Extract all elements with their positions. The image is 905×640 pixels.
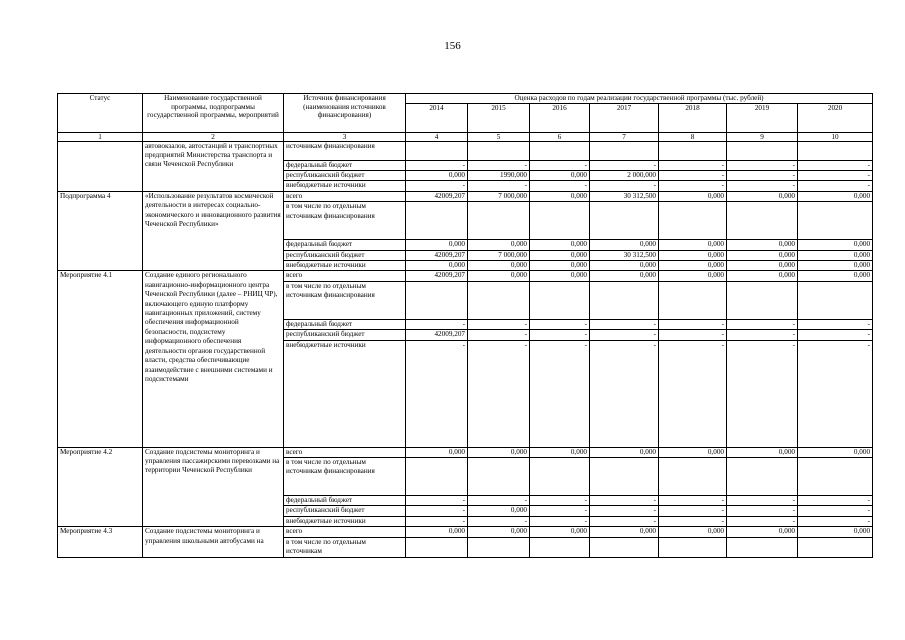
value-cell	[468, 281, 530, 319]
value-cell: 0,000	[530, 271, 590, 281]
value-cell: -	[590, 181, 659, 191]
value-cell: 0,000	[727, 527, 798, 537]
value-cell: 0,000	[468, 447, 530, 457]
status-cell: Мероприятие 4.1	[58, 271, 143, 447]
value-cell: -	[659, 171, 727, 181]
value-cell: -	[590, 496, 659, 506]
value-cell	[468, 141, 530, 160]
header-year: 2020	[798, 103, 873, 132]
value-cell: 0,000	[468, 527, 530, 537]
value-cell: -	[590, 330, 659, 340]
value-cell: -	[530, 319, 590, 329]
page-number: 156	[444, 40, 461, 52]
value-cell: 0,000	[659, 250, 727, 260]
value-cell: -	[406, 496, 468, 506]
value-cell: -	[659, 506, 727, 516]
activity-name-cell: Создание подсистемы мониторинга и управления пассажирскими перевозками на территории Чеченской Республики	[143, 447, 284, 527]
value-cell: 0,000	[727, 261, 798, 271]
value-cell: 0,000	[530, 527, 590, 537]
value-cell: -	[659, 330, 727, 340]
value-cell: -	[659, 319, 727, 329]
table-row	[58, 447, 873, 457]
value-cell	[727, 537, 798, 557]
value-cell: 42009,207	[406, 330, 468, 340]
header-year: 2015	[468, 103, 530, 132]
value-cell	[406, 202, 468, 240]
value-cell	[590, 141, 659, 160]
header-year: 2014	[406, 103, 468, 132]
funding-source-cell: в том числе по отдельным источникам финансирования	[284, 458, 406, 496]
value-cell: -	[798, 506, 873, 516]
value-cell: 0,000	[727, 447, 798, 457]
value-cell: -	[727, 319, 798, 329]
funding-source-cell: всего	[284, 271, 406, 281]
value-cell: 0,000	[798, 271, 873, 281]
value-cell: -	[798, 171, 873, 181]
header-source: Источник финансирования (наименования источников финансирования)	[284, 94, 406, 133]
value-cell: -	[530, 340, 590, 447]
value-cell: 0,000	[590, 240, 659, 250]
value-cell: -	[798, 319, 873, 329]
value-cell: 0,000	[798, 447, 873, 457]
value-cell	[530, 141, 590, 160]
value-cell: -	[659, 516, 727, 526]
funding-source-cell: федеральный бюджет	[284, 160, 406, 170]
table-body	[58, 141, 873, 557]
value-cell: 0,000	[659, 191, 727, 201]
value-cell: 0,000	[798, 240, 873, 250]
funding-source-cell: федеральный бюджет	[284, 240, 406, 250]
column-number: 1	[58, 132, 143, 141]
value-cell	[727, 458, 798, 496]
value-cell	[727, 141, 798, 160]
value-cell: -	[659, 496, 727, 506]
value-cell: -	[590, 340, 659, 447]
status-cell: Мероприятие 4.3	[58, 527, 143, 557]
value-cell: -	[659, 340, 727, 447]
status-cell: Мероприятие 4.2	[58, 447, 143, 527]
value-cell: 0,000	[590, 261, 659, 271]
column-number: 3	[284, 132, 406, 141]
value-cell: -	[590, 506, 659, 516]
value-cell: -	[727, 181, 798, 191]
value-cell	[590, 281, 659, 319]
value-cell: 0,000	[468, 506, 530, 516]
value-cell	[798, 202, 873, 240]
value-cell: 0,000	[798, 527, 873, 537]
value-cell: 0,000	[798, 191, 873, 201]
header-year: 2018	[659, 103, 727, 132]
value-cell: -	[468, 496, 530, 506]
value-cell: -	[727, 496, 798, 506]
value-cell: 0,000	[659, 447, 727, 457]
value-cell: 42009,207	[406, 271, 468, 281]
value-cell: 1990,000	[468, 171, 530, 181]
value-cell: -	[468, 160, 530, 170]
funding-source-cell: в том числе по отдельным источникам финансирования	[284, 281, 406, 319]
value-cell: -	[468, 330, 530, 340]
value-cell: 0,000	[406, 527, 468, 537]
value-cell	[406, 458, 468, 496]
budget-table	[57, 93, 873, 558]
value-cell: -	[590, 516, 659, 526]
table-row	[58, 191, 873, 201]
value-cell: -	[798, 181, 873, 191]
column-number: 8	[659, 132, 727, 141]
value-cell	[727, 281, 798, 319]
column-number: 10	[798, 132, 873, 141]
value-cell: -	[798, 330, 873, 340]
activity-name-cell: Создание единого регионального навигационно-информационного центра Чеченской Республики (далее – РНИЦ ЧР), включающего единую платформу навигационных приложений, систему обеспечения информационной безопасности, подсистему информационного обеспечения деятельности органов государственной власти, средства обеспечивающие взаимодействие с внешними системами и подсистемами	[143, 271, 284, 447]
value-cell	[798, 458, 873, 496]
funding-source-cell: в том числе по отдельным источникам финансирования	[284, 202, 406, 240]
value-cell	[530, 281, 590, 319]
value-cell: -	[659, 160, 727, 170]
funding-source-cell: всего	[284, 447, 406, 457]
funding-source-cell: республиканский бюджет	[284, 250, 406, 260]
value-cell	[659, 458, 727, 496]
status-cell	[58, 141, 143, 191]
value-cell: -	[530, 181, 590, 191]
value-cell: 0,000	[727, 240, 798, 250]
status-cell: Подпрограмма 4	[58, 191, 143, 271]
header-year: 2019	[727, 103, 798, 132]
value-cell: 0,000	[659, 261, 727, 271]
value-cell	[659, 537, 727, 557]
column-number-row	[58, 132, 873, 141]
value-cell: -	[530, 160, 590, 170]
value-cell: -	[727, 506, 798, 516]
value-cell: 2 000,000	[590, 171, 659, 181]
value-cell: -	[590, 160, 659, 170]
value-cell: 7 000,000	[468, 191, 530, 201]
column-number: 6	[530, 132, 590, 141]
value-cell: 0,000	[468, 240, 530, 250]
funding-source-cell: внебюджетные источники	[284, 261, 406, 271]
value-cell: 0,000	[530, 261, 590, 271]
value-cell: -	[530, 496, 590, 506]
value-cell: -	[659, 181, 727, 191]
value-cell: 0,000	[798, 250, 873, 260]
header-estimate: Оценка расходов по годам реализации государственной программы (тыс. рублей)	[406, 94, 873, 104]
value-cell: 0,000	[530, 447, 590, 457]
value-cell	[468, 202, 530, 240]
value-cell	[659, 281, 727, 319]
value-cell: -	[406, 516, 468, 526]
value-cell	[406, 141, 468, 160]
value-cell: -	[530, 330, 590, 340]
value-cell: -	[798, 496, 873, 506]
value-cell: 0,000	[798, 261, 873, 271]
funding-source-cell: федеральный бюджет	[284, 319, 406, 329]
value-cell	[590, 202, 659, 240]
value-cell: -	[590, 319, 659, 329]
value-cell: -	[798, 340, 873, 447]
value-cell: -	[727, 330, 798, 340]
value-cell: 0,000	[659, 527, 727, 537]
value-cell: 30 312,500	[590, 250, 659, 260]
value-cell	[798, 537, 873, 557]
value-cell	[659, 202, 727, 240]
value-cell	[590, 458, 659, 496]
value-cell: 0,000	[727, 250, 798, 260]
funding-source-cell: республиканский бюджет	[284, 330, 406, 340]
table-row	[58, 141, 873, 160]
value-cell: -	[406, 506, 468, 516]
value-cell: 0,000	[530, 171, 590, 181]
value-cell: 42009,207	[406, 250, 468, 260]
value-cell: -	[406, 160, 468, 170]
activity-name-cell: «Использование результатов космической деятельности в интересах социально-экономического и инновационного развития Чеченской Республики»	[143, 191, 284, 271]
funding-source-cell: республиканский бюджет	[284, 506, 406, 516]
value-cell: 0,000	[590, 447, 659, 457]
value-cell	[406, 281, 468, 319]
funding-source-cell: внебюджетные источники	[284, 340, 406, 447]
value-cell: 30 312,500	[590, 191, 659, 201]
value-cell: 0,000	[468, 271, 530, 281]
value-cell: 0,000	[406, 171, 468, 181]
value-cell: -	[798, 160, 873, 170]
table-row	[58, 527, 873, 537]
value-cell: 0,000	[590, 271, 659, 281]
value-cell	[659, 141, 727, 160]
value-cell: 42009,207	[406, 191, 468, 201]
funding-source-cell: внебюджетные источники	[284, 181, 406, 191]
funding-source-cell: в том числе по отдельным источникам	[284, 537, 406, 557]
value-cell: -	[406, 181, 468, 191]
value-cell: 0,000	[727, 271, 798, 281]
value-cell	[406, 537, 468, 557]
value-cell: 0,000	[406, 447, 468, 457]
value-cell	[727, 202, 798, 240]
column-number: 2	[143, 132, 284, 141]
value-cell: -	[468, 340, 530, 447]
table-row	[58, 271, 873, 281]
value-cell	[798, 141, 873, 160]
activity-name-cell: Создание подсистемы мониторинга и управления школьными автобусами на	[143, 527, 284, 557]
funding-source-cell: всего	[284, 191, 406, 201]
value-cell: -	[468, 516, 530, 526]
value-cell: 0,000	[530, 250, 590, 260]
value-cell: -	[468, 319, 530, 329]
value-cell	[530, 202, 590, 240]
value-cell: -	[727, 171, 798, 181]
value-cell: 7 000,000	[468, 250, 530, 260]
value-cell: 0,000	[659, 271, 727, 281]
header-name: Наименование государственной программы, подпрограммы государственной программы, мероприятий	[143, 94, 284, 133]
value-cell	[798, 281, 873, 319]
value-cell: 0,000	[727, 191, 798, 201]
column-number: 7	[590, 132, 659, 141]
value-cell: 0,000	[659, 240, 727, 250]
header-year: 2017	[590, 103, 659, 132]
value-cell	[468, 537, 530, 557]
funding-source-cell: источникам финансирования	[284, 141, 406, 160]
value-cell: 0,000	[406, 240, 468, 250]
value-cell: -	[798, 516, 873, 526]
value-cell: 0,000	[406, 261, 468, 271]
value-cell: -	[530, 516, 590, 526]
value-cell	[590, 537, 659, 557]
header-status: Статус	[58, 94, 143, 133]
header-year: 2016	[530, 103, 590, 132]
value-cell: 0,000	[530, 191, 590, 201]
value-cell	[468, 458, 530, 496]
value-cell: -	[406, 319, 468, 329]
value-cell	[530, 458, 590, 496]
column-number: 4	[406, 132, 468, 141]
activity-name-cell: автовокзалов, автостанций и транспортных предприятий Министерства транспорта и связи Чеченской Республики	[143, 141, 284, 191]
funding-source-cell: федеральный бюджет	[284, 496, 406, 506]
column-number: 9	[727, 132, 798, 141]
value-cell: -	[727, 160, 798, 170]
value-cell: 0,000	[530, 240, 590, 250]
column-number: 5	[468, 132, 530, 141]
funding-source-cell: республиканский бюджет	[284, 171, 406, 181]
value-cell	[530, 537, 590, 557]
value-cell: -	[406, 340, 468, 447]
funding-source-cell: всего	[284, 527, 406, 537]
value-cell: 0,000	[590, 527, 659, 537]
funding-source-cell: внебюджетные источники	[284, 516, 406, 526]
value-cell: -	[530, 506, 590, 516]
value-cell: -	[727, 516, 798, 526]
value-cell: 0,000	[468, 261, 530, 271]
value-cell: -	[727, 340, 798, 447]
value-cell: -	[468, 181, 530, 191]
